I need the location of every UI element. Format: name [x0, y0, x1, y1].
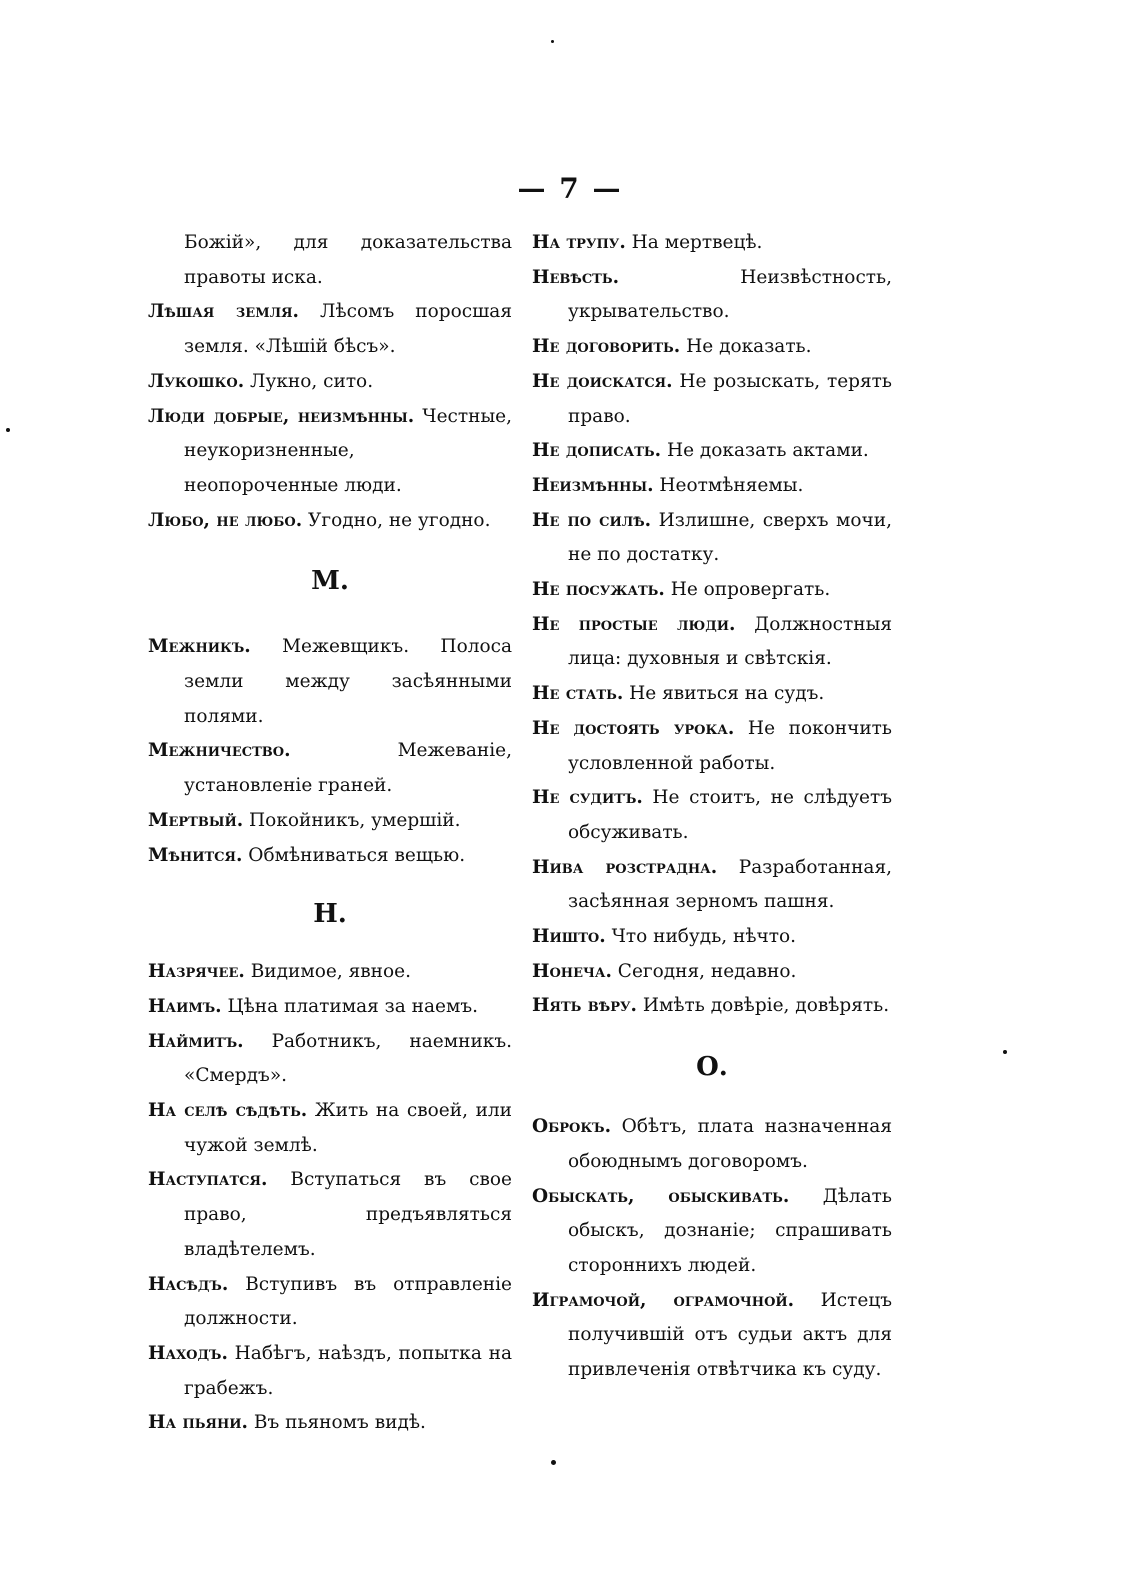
entries-l — [148, 295, 512, 538]
dictionary-entry — [148, 990, 512, 1025]
dictionary-entry — [532, 712, 892, 781]
entries-n-cont — [532, 226, 892, 1024]
left-column — [148, 226, 512, 1441]
entry-definition: Не розыскать, терять право. — [568, 370, 892, 427]
continuation-text: Божій», для доказательства правоты иска. — [184, 232, 512, 288]
dictionary-entry — [532, 330, 892, 365]
entry-definition: Угодно, не угодно. — [302, 509, 491, 531]
entry-definition: Не покончить условленной работы. — [568, 717, 892, 774]
dictionary-entry — [532, 1284, 892, 1388]
dictionary-entry — [532, 261, 892, 330]
dictionary-entry — [148, 1406, 512, 1441]
entry-definition: Честные, неукоризненные, неопороченные люди. — [184, 405, 512, 496]
section-heading-m: М. — [311, 566, 349, 597]
entries-o — [532, 1110, 892, 1388]
entry-headword: Неизмѣнны. — [532, 474, 654, 496]
speck-mark — [1003, 1050, 1007, 1054]
entries-n — [148, 955, 512, 1441]
entry-headword: Мертвый. — [148, 809, 244, 831]
dictionary-entry — [148, 1094, 512, 1163]
entry-headword: Люди добрые, неизмѣнны. — [148, 405, 415, 427]
entry-headword: Лѣшая земля. — [148, 301, 299, 323]
entry-definition: Дѣлать обыскъ, дознаніе; спрашивать стороннихъ людей. — [568, 1185, 892, 1276]
section-heading-o: О. — [696, 1052, 728, 1083]
entry-headword: Невѣсть. — [532, 266, 620, 288]
dictionary-entry — [148, 400, 512, 504]
dictionary-entry — [148, 804, 512, 839]
entry-definition: Истецъ получившій отъ судьи актъ для привлеченія отвѣтчика къ суду. — [568, 1289, 892, 1381]
right-column — [532, 226, 892, 1388]
dictionary-entry — [148, 1337, 512, 1406]
entry-definition: Покойникъ, умершій. — [243, 809, 461, 831]
dictionary-entry — [532, 677, 892, 712]
entry-definition: Не доказать. — [680, 336, 812, 358]
entry-definition: Въ пьяномъ видѣ. — [247, 1412, 426, 1434]
entry-definition: Набѣгъ, наѣздъ, попытка на грабежъ. — [184, 1342, 512, 1399]
entry-definition: Сегодня, недавно. — [611, 960, 797, 982]
entry-definition: Вступаться въ свое право, предъявляться владѣтелемъ. — [184, 1169, 512, 1260]
entry-headword: Находъ. — [148, 1342, 228, 1364]
dictionary-entry — [532, 920, 892, 955]
speck-mark — [551, 1460, 556, 1465]
speck-mark — [6, 428, 10, 432]
dictionary-entry — [532, 434, 892, 469]
entry-definition: Что нибудь, нѣчто. — [605, 926, 796, 948]
dictionary-entry — [532, 608, 892, 677]
dictionary-entry — [148, 295, 512, 364]
dictionary-entry — [148, 1163, 512, 1267]
entry-headword: На селѣ сѣдѣть. — [148, 1100, 308, 1122]
entry-headword: Нива розстрадна. — [532, 856, 718, 878]
entry-definition: Не доказать актами. — [661, 440, 869, 462]
entry-headword: Не судитъ. — [532, 787, 643, 809]
entry-definition: Обѣтъ, плата назначенная обоюднымъ договоромъ. — [568, 1116, 892, 1172]
entry-headword: Лукошко. — [148, 370, 245, 392]
entry-headword: На пьяни. — [148, 1412, 248, 1434]
entry-headword: Любо, не любо. — [148, 509, 303, 531]
entry-headword: Нять вѣру. — [532, 995, 637, 1017]
dictionary-entry — [532, 469, 892, 504]
dictionary-entry — [532, 989, 892, 1024]
entry-headword: Не посужать. — [532, 579, 665, 601]
entry-headword: Играмочой, ограмочной. — [532, 1289, 795, 1311]
dictionary-entry — [532, 226, 892, 261]
entry-headword: Ништо. — [532, 926, 606, 948]
entry-definition: Неизвѣстность, укрывательство. — [568, 266, 892, 323]
entry-headword: Межникъ. — [148, 636, 251, 658]
entry-headword: Не по силѣ. — [532, 509, 652, 531]
dictionary-entry — [148, 734, 512, 803]
dictionary-entry — [532, 573, 892, 608]
entry-headword: Не дописать. — [532, 440, 662, 462]
dictionary-entry — [532, 365, 892, 434]
entry-headword: Не стать. — [532, 683, 624, 705]
entries-m — [148, 630, 512, 873]
entry-headword: Наймитъ. — [148, 1030, 244, 1052]
entry-headword: Не договорить. — [532, 336, 681, 358]
dictionary-entry — [532, 504, 892, 573]
entry-headword: Не простые люди. — [532, 613, 736, 635]
speck-mark — [551, 40, 554, 43]
entry-definition: Имѣть довѣріе, довѣрять. — [636, 995, 890, 1017]
entry-definition: Видимое, явное. — [244, 961, 411, 983]
page-number: — 7 — — [517, 172, 623, 205]
dictionary-entry — [532, 955, 892, 990]
entry-headword: Не достоять урока. — [532, 717, 735, 739]
dictionary-entry — [532, 781, 892, 850]
entry-definition: Межеваніе, установленіе граней. — [184, 740, 512, 797]
entry-definition: Работникъ, наемникъ. «Смердъ». — [184, 1030, 512, 1087]
entry-definition: Должностныя лица: духовныя и свѣтскія. — [568, 613, 892, 670]
entry-definition: Межевщикъ. Полоса земли между засѣянными полями. — [184, 636, 512, 727]
entry-headword: Обыскать, обыскивать. — [532, 1185, 790, 1207]
entry-definition: Не стоитъ, не слѣдуетъ обсуживать. — [568, 787, 892, 843]
dictionary-entry — [532, 1180, 892, 1284]
entry-headword: Межничество. — [148, 740, 291, 762]
dictionary-entry — [148, 630, 512, 734]
entry-definition: Обмѣниваться вещью. — [242, 844, 466, 866]
section-heading-n: Н. — [313, 899, 347, 930]
dictionary-entry — [148, 365, 512, 400]
entry-definition: На мертвецѣ. — [625, 232, 763, 253]
entry-headword: Насѣдъ. — [148, 1273, 229, 1295]
entry-headword: Наступатся. — [148, 1169, 268, 1191]
entry-definition: Лукно, сито. — [244, 370, 374, 392]
entry-headword: Оброкъ. — [532, 1116, 612, 1138]
dictionary-entry — [532, 851, 892, 920]
entry-headword: Нонеча. — [532, 960, 612, 982]
entry-headword: Наимъ. — [148, 995, 222, 1017]
dictionary-entry — [532, 1110, 892, 1179]
dictionary-entry — [148, 1268, 512, 1337]
entry-definition: Излишне, сверхъ мочи, не по достатку. — [568, 509, 892, 566]
dictionary-entry — [148, 955, 512, 990]
entry-definition: Лѣсомъ поросшая земля. «Лѣшій бѣсъ». — [184, 301, 512, 358]
entry-definition: Цѣна платимая за наемъ. — [221, 995, 479, 1017]
entry-headword: Не доискатся. — [532, 370, 673, 392]
entry-definition: Жить на своей, или чужой землѣ. — [184, 1100, 512, 1156]
dictionary-entry — [148, 839, 512, 874]
entry-headword: Мѣнится. — [148, 844, 243, 866]
entry-definition: Неотмѣняемы. — [653, 474, 804, 496]
dictionary-entry — [148, 504, 512, 539]
entry-definition: Не опровергать. — [664, 579, 831, 601]
entry-headword: На трупу. — [532, 232, 626, 253]
entry-definition: Вступивъ въ отправленіе должности. — [184, 1273, 512, 1330]
entry-headword: Назрячее. — [148, 961, 245, 983]
entry-definition: Не явиться на судъ. — [623, 683, 825, 705]
dictionary-entry — [148, 1025, 512, 1094]
entry-definition: Разработанная, засѣянная зерномъ пашня. — [568, 856, 892, 913]
